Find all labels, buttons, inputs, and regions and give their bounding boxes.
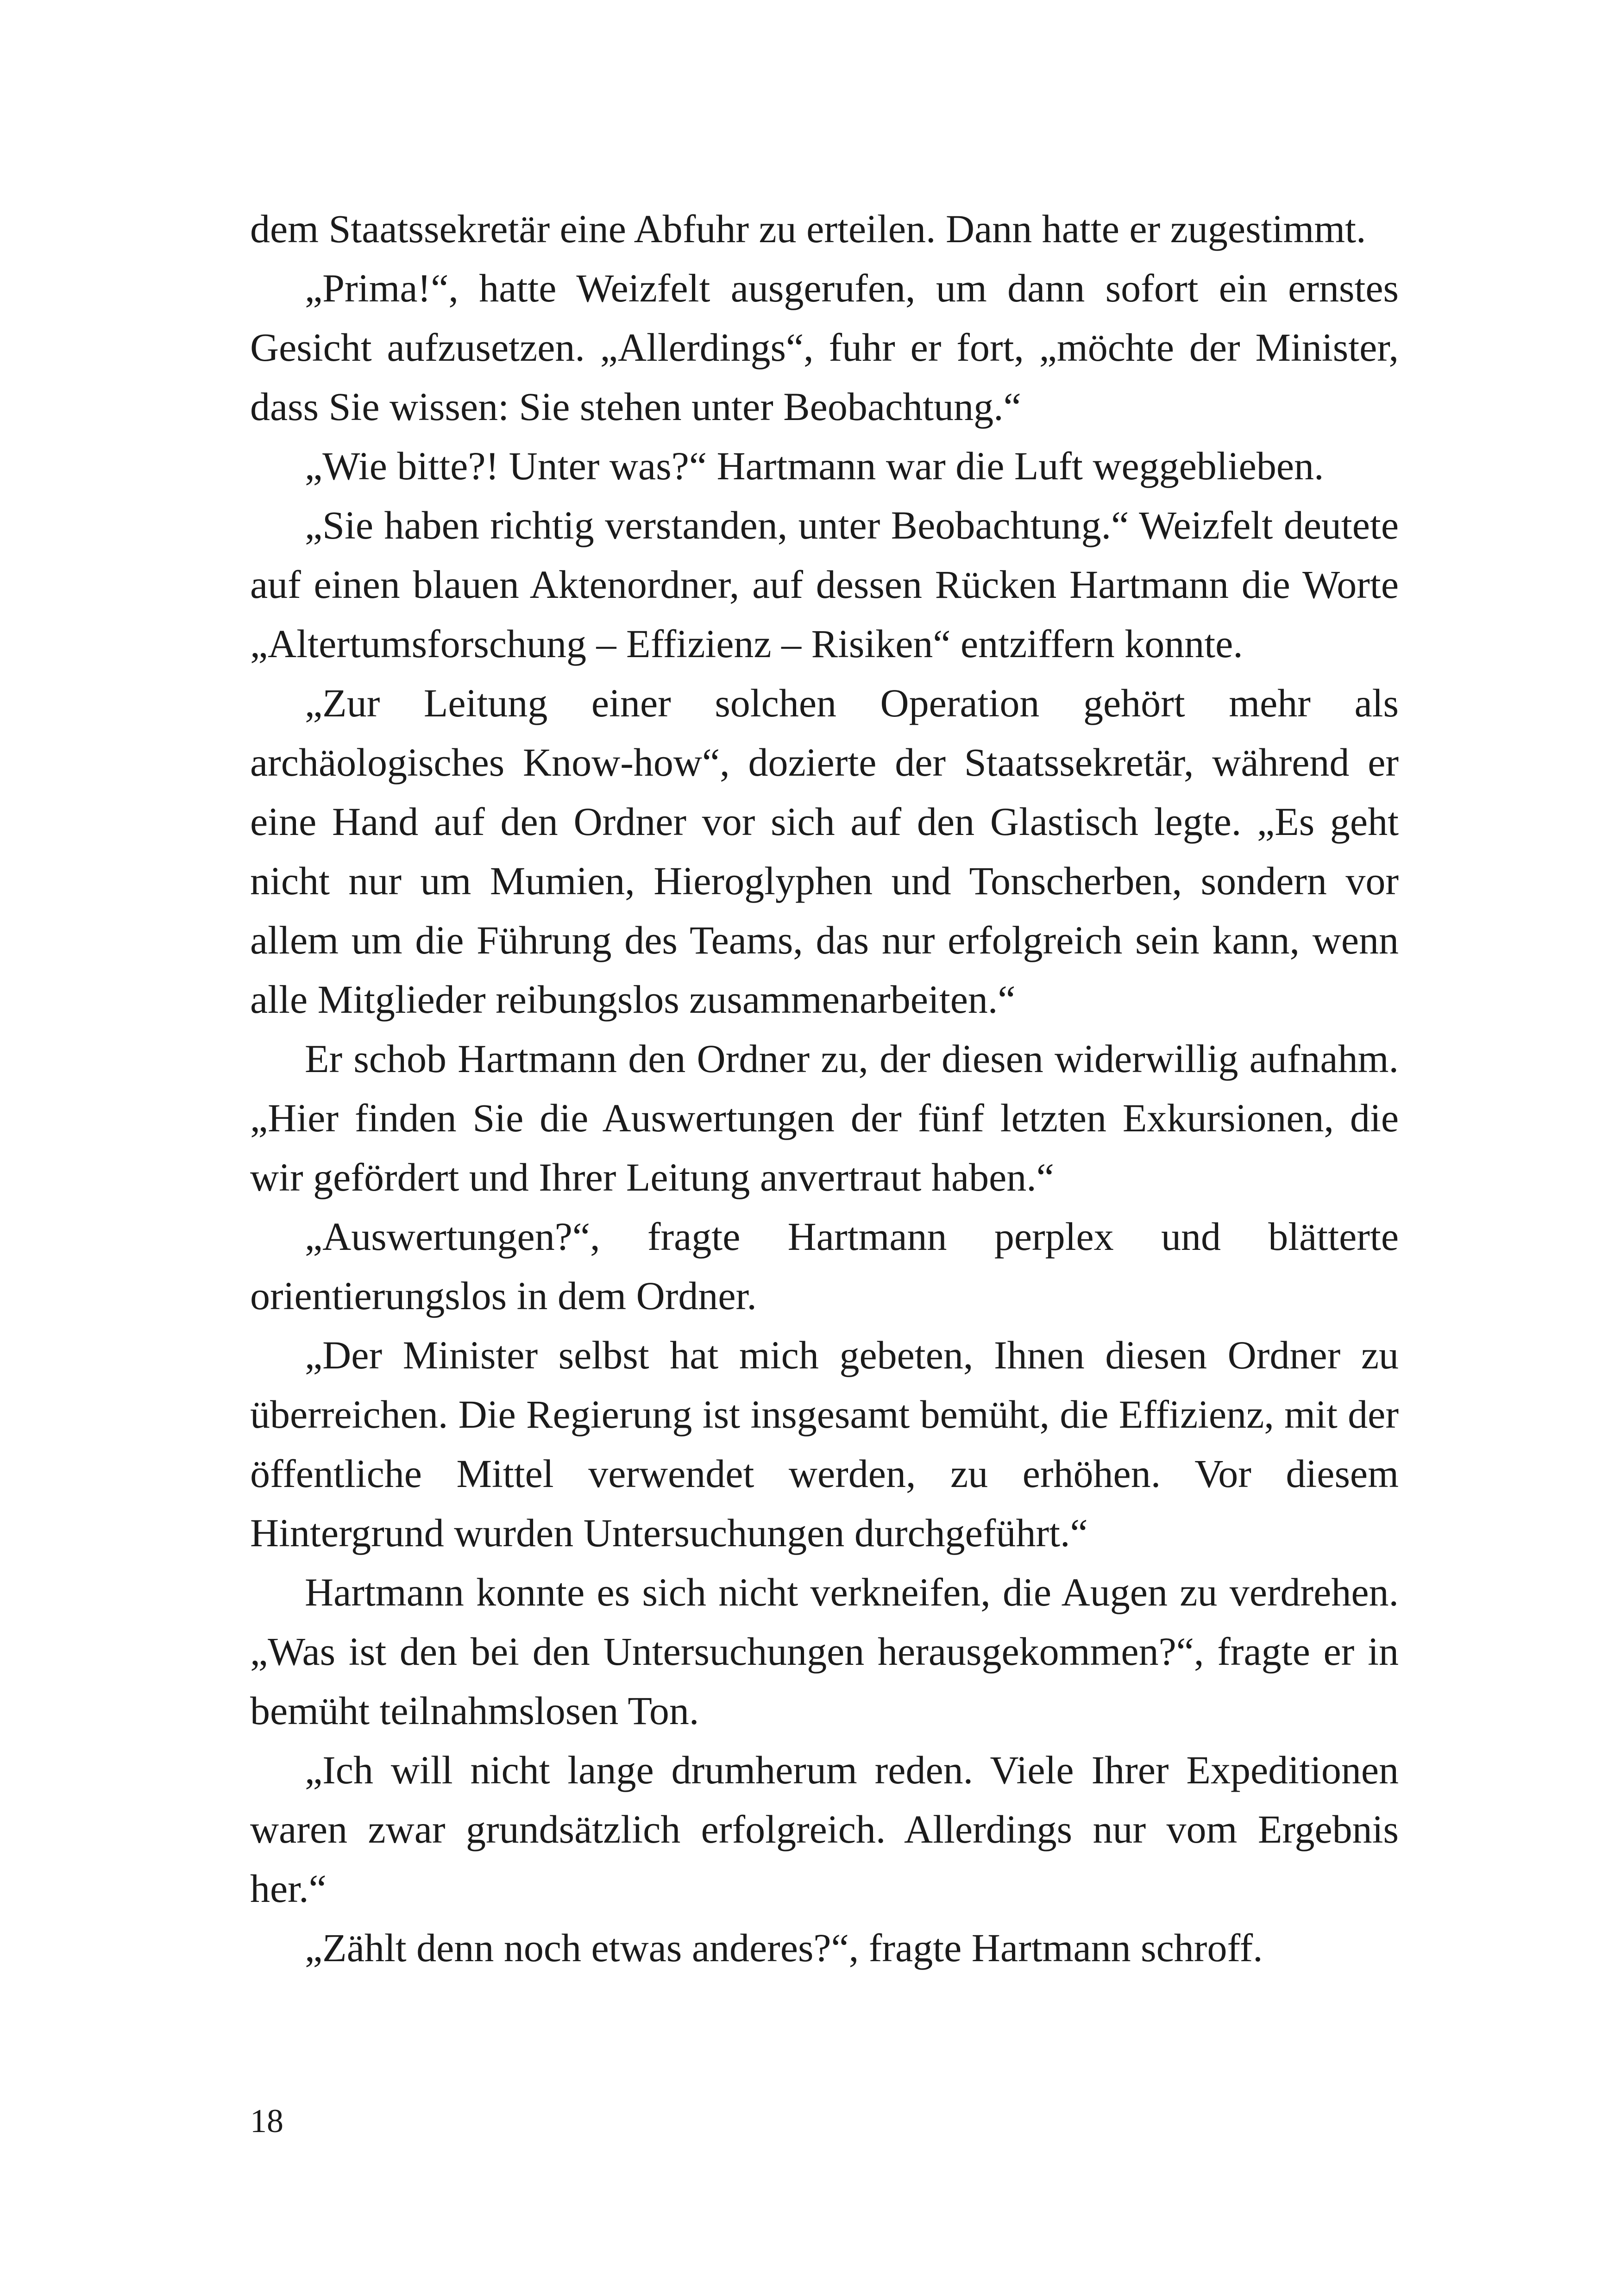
paragraph-11: „Zählt denn noch etwas anderes?“, fragte Hartmann schroff.: [305, 1926, 1263, 1970]
paragraph-7: „Auswertungen?“, fragte Hartmann perplex und blätterte orientierungslos in dem Ordner.: [250, 1214, 1399, 1318]
paragraph-1: dem Staatssekretär eine Abfuhr zu erteilen. Dann hatte er zugestimmt.: [250, 207, 1366, 251]
paragraph-9: Hartmann konnte es sich nicht verkneifen, die Augen zu verdrehen. „Was ist den bei den Untersuchungen herausgekommen?“, fragte er in bemüht teilnahmslosen Ton.: [250, 1570, 1399, 1733]
paragraph-2: „Prima!“, hatte Weizfelt ausgerufen, um dann sofort ein ernstes Gesicht aufzusetzen. „Allerdings“, fuhr er fort, „möchte der Minister, dass Sie wissen: Sie stehen unter Beobachtung.“: [250, 266, 1399, 429]
paragraph-5: „Zur Leitung einer solchen Operation gehört mehr als archäologisches Know-how“, dozierte der Staatssekretär, während er eine Hand auf den Ordner vor sich auf den Glastisch legte. „Es geht nicht nur um Mumien, Hieroglyphen und Tonscherben, sondern vor allem um die Führung des Teams, das nur erfolgreich sein kann, wenn alle Mitglieder reibungslos zusammenarbeiten.“: [250, 681, 1399, 1022]
paragraph-3: „Wie bitte?! Unter was?“ Hartmann war die Luft weggeblieben.: [305, 444, 1324, 488]
paragraph-8: „Der Minister selbst hat mich gebeten, Ihnen diesen Ordner zu überreichen. Die Regierung ist insgesamt bemüht, die Effizienz, mit der öffentliche Mittel verwendet werden, zu erhöhen. Vor diesem Hintergrund wurden Untersuchungen durchgeführt.“: [250, 1333, 1399, 1555]
paragraph-10: „Ich will nicht lange drumherum reden. Viele Ihrer Expeditionen waren zwar grundsätzlich erfolgreich. Allerdings nur vom Ergebnis her.“: [250, 1748, 1399, 1911]
paragraph-4: „Sie haben richtig verstanden, unter Beobachtung.“ Weizfelt deutete auf einen blauen Aktenordner, auf dessen Rücken Hartmann die Worte „Altertumsforschung – Effizienz – Risiken“ entziffern konnte.: [250, 503, 1399, 666]
paragraph-6: Er schob Hartmann den Ordner zu, der diesen widerwillig aufnahm. „Hier finden Sie die Auswertungen der fünf letzten Exkursionen, die wir gefördert und Ihrer Leitung anvertraut haben.“: [250, 1036, 1399, 1199]
page-number: 18: [250, 2102, 283, 2139]
body-text: [250, 199, 1399, 1977]
